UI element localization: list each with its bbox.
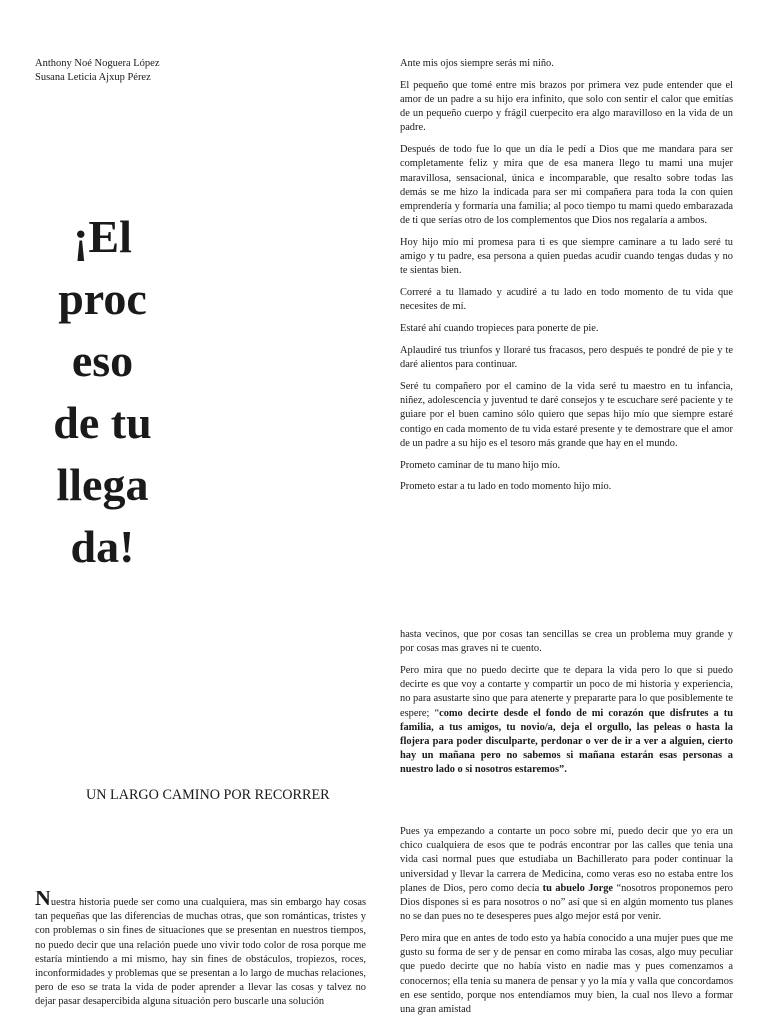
paragraph — [400, 664, 733, 778]
paragraph: Estaré ahí cuando tropieces para ponerte de pie. — [400, 323, 599, 335]
paragraph: El pequeño que tomé entre mis brazos por primera vez pude entender que el amor de un padre a su hijo era infinito, que solo con sentir el calor que emitías de un pequeño cuerpo y frágil cuerpecito era algo maravilloso en la vida de un padre. — [400, 79, 733, 134]
bold-name: tu abuelo Jorge — [542, 882, 614, 894]
paragraph: Ante mis ojos siempre serás mi niño. — [400, 58, 554, 69]
title-line: eso — [71, 335, 134, 386]
paragraph: Hoy hijo mío mi promesa para ti es que siempre caminare a tu lado seré tu amigo y tu padre, esa persona a quien puedas acudir cuando tengas dudas y no te sientas bien. — [400, 237, 733, 277]
authors-block — [35, 57, 160, 85]
title-line: da! — [70, 521, 135, 572]
bold-quote: como decirte desde el fondo de mi corazón que disfrutes a tu familia, a tus amigos, tu novio/a, deja el orgullo, las peleas o hasta la flojera para poder disculparte, perdonar o ver de ir a ver a alguien, cierto hay un mañana pero no sabemos si mañana estarán esas personas a nuestro lado o si nosotros estaremos — [400, 707, 733, 776]
title-line: de tu — [53, 397, 152, 448]
paragraph: hasta vecinos, que por cosas tan sencillas se crea un problema muy grande y por cosas mas graves ni te cuento. — [400, 629, 733, 655]
author-name: Susana Leticia Ajxup Pérez — [35, 72, 151, 83]
right-column-top — [400, 57, 733, 502]
section-title: UN LARGO CAMINO POR RECORRER — [86, 787, 330, 803]
paragraph-text: “nosotros proponemos pero Dios dispones si es para nosotros o no” así que si en algún momento tus planes no se dan pues no te desesperes pues algo mejor está por venir. — [400, 882, 733, 923]
paragraph: Después de todo fue lo que un día le pedí a Dios que me mandara para ser completamente feliz y mira que de esa manera llego tu mami una mujer maravillosa, sensacional, única e incomparable, que resalto sobre todas las demás se me hizo la indicada para ser mi compañera para toda la con quien emprendería y formaría una familia; al poco tiempo tu mami quedo embarazada de ti que serías otro de los complementos que Dios nos regalaría a ambos. — [400, 144, 733, 227]
quote-end: ”. — [559, 764, 567, 776]
paragraph-text: Pero mira que no puedo decirte que te depara la vida pero lo que si puedo decirte es que voy a contarte y compartir un poco de mi historia y experiencia, no para asustarte sino que para atenerte y prepararte para lo que posiblemente te espere; “ — [400, 665, 733, 719]
paragraph: Aplaudiré tus triunfos y lloraré tus fracasos, pero después te pondré de pie y te daré alientos para continuar. — [400, 345, 733, 371]
paragraph: Pero mira que en antes de todo esto ya había conocido a una mujer pues que me gusto su forma de ser y de pensar en como miraba las cosas, algo muy peculiar que puedo decirte que no había visto en nadie mas y pues comenzamos a conocernos; ella tenia su manera de pensar y yo la mía y valla que concordamos en ese sentido, porque nos entendíamos muy bien, la cual nos llevo a formar una gran amistad — [400, 933, 733, 1016]
paragraph: Prometo estar a tu lado en todo momento hijo mío. — [400, 481, 612, 493]
right-column-bottom — [400, 825, 733, 1025]
author-name: Anthony Noé Noguera López — [35, 58, 160, 69]
paragraph-text: uestra historia puede ser como una cualquiera, mas sin embargo hay cosas tan pequeñas que las diferencias de muchas otras, que son románticas, tristes y con problemas o sin fines de situaciones que se presentan en nuestros tiempos, no puedo decir que una relación puede uno vivir todo color de rosa porque me estaría mintiendo a mi mismo, hay sin fines de obstáculos, tropiezos, roces, inconformidades y problemas que se presentan a lo largo de muchas relaciones, pero de eso se trata la vida de poder aprender a llevar las cosas y talvez no dejar pasar desapercibida alguna situación pero buscarle una solución — [35, 897, 366, 1008]
drop-cap: N — [35, 891, 51, 910]
right-column-middle — [400, 628, 733, 785]
title-line: llega — [56, 459, 149, 510]
paragraph: Prometo caminar de tu mano hijo mío. — [400, 459, 561, 471]
title-line: ¡El — [73, 211, 132, 262]
left-column-bottom — [35, 891, 366, 1024]
paragraph-text: Pues ya empezando a contarte un poco sobre mí, puedo decir que yo era un chico cualquiera de esos que te podrás encontrar por las calles que tenia una vida casi normal pues que estudiaba un Bachillerato para poder continuar la universidad y llevar la carrera de Medicina, como veras eso no estaba entre los planes de Dios, pero como decía — [400, 826, 733, 894]
page-title — [30, 206, 175, 578]
paragraph: Seré tu compañero por el camino de la vida seré tu maestro en tu infancia, niñez, adolescencia y juventud te daré consejos y te escuchare seré paciente y te guiare por el buen camino sólo quiero que sepas hijo mío que siempre estaré contigo en cada momento de tu vida estaré presente y te demostrare que el amor de un padre a su hijo es el tesoro más grande que hay en el mundo. — [400, 381, 733, 449]
paragraph: Correré a tu llamado y acudiré a tu lado en todo momento de tu vida que necesites de mí. — [400, 287, 733, 313]
title-line: proc — [58, 273, 147, 324]
paragraph — [400, 825, 733, 924]
